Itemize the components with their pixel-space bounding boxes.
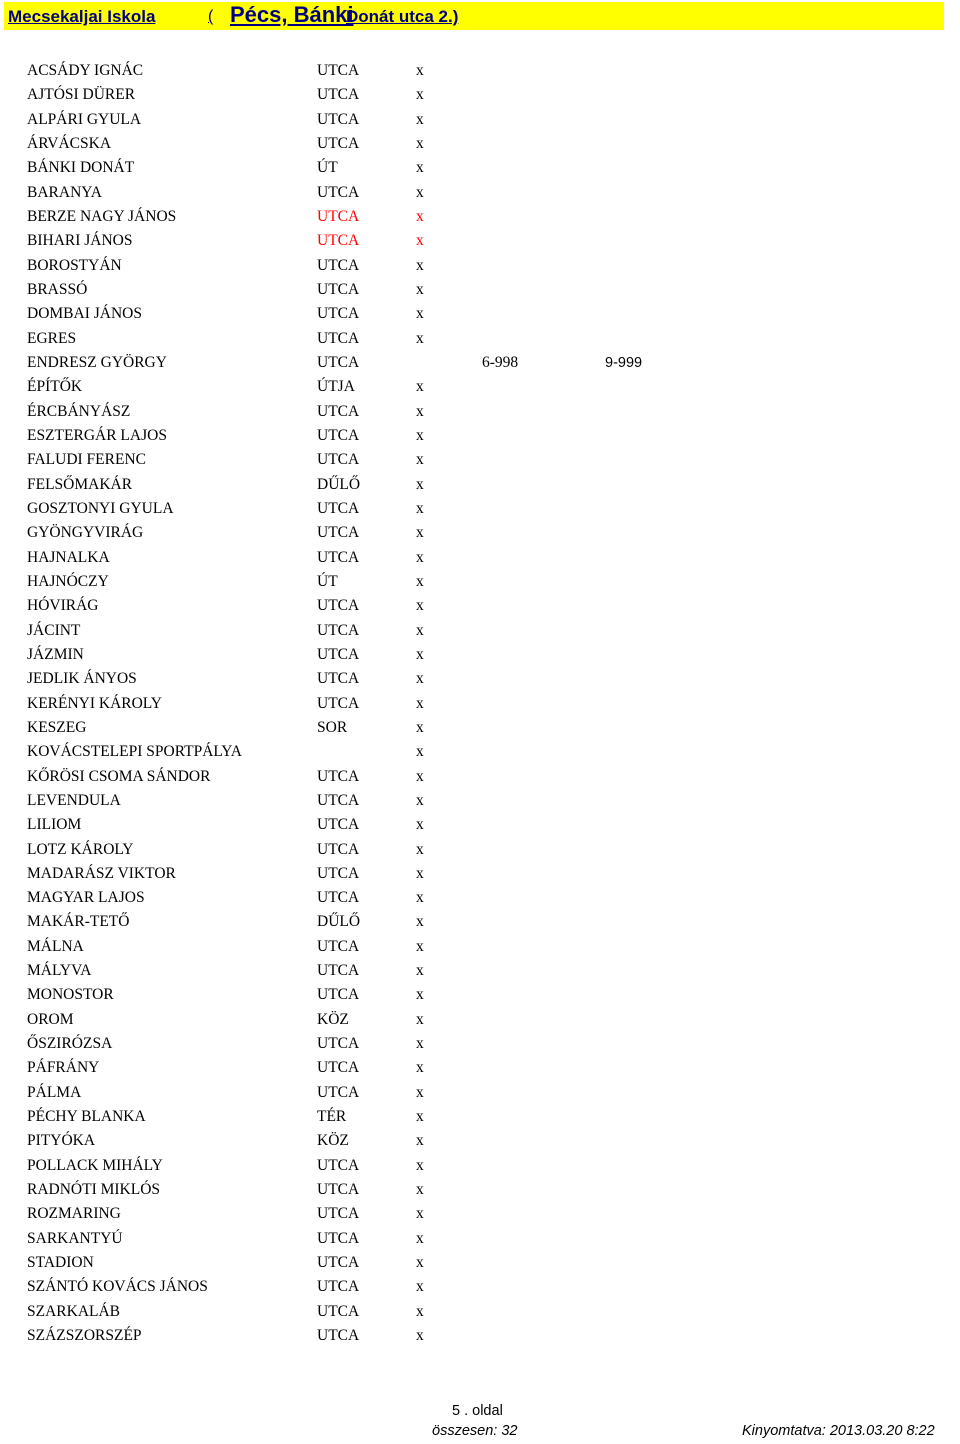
street-name: JÁCINT	[27, 621, 81, 639]
street-name: BERZE NAGY JÁNOS	[27, 207, 177, 225]
street-type: ÚT	[317, 159, 338, 177]
street-name: ENDRESZ GYÖRGY	[27, 353, 167, 371]
street-name: MAGYAR LAJOS	[27, 889, 145, 907]
street-name: GYÖNGYVIRÁG	[27, 524, 144, 542]
street-name: LEVENDULA	[27, 791, 121, 809]
table-row	[0, 886, 960, 910]
district-mark: x	[416, 597, 424, 615]
street-type: UTCA	[317, 86, 360, 104]
table-row	[0, 1251, 960, 1275]
district-mark: x	[416, 718, 424, 736]
district-mark: x	[416, 743, 424, 761]
total-count: összesen: 32	[432, 1423, 518, 1439]
table-row	[0, 910, 960, 934]
district-mark: x	[416, 1302, 424, 1320]
table-row	[0, 521, 960, 545]
table-row	[0, 278, 960, 302]
street-name: POLLACK MIHÁLY	[27, 1156, 163, 1174]
table-row	[0, 1227, 960, 1251]
table-row	[0, 448, 960, 472]
street-type: SOR	[317, 718, 348, 736]
table-row	[0, 692, 960, 716]
address-city: Pécs, Bánki	[230, 2, 354, 27]
district-mark: x	[416, 1181, 424, 1199]
street-type: UTCA	[317, 597, 360, 615]
district-mark: x	[416, 1254, 424, 1272]
street-type: UTCA	[317, 426, 360, 444]
district-mark: x	[416, 86, 424, 104]
district-mark: x	[416, 62, 424, 79]
district-mark: x	[416, 305, 424, 323]
table-row	[0, 1056, 960, 1080]
table-row	[0, 643, 960, 667]
street-type: DŰLŐ	[317, 475, 361, 493]
street-type: UTCA	[317, 110, 360, 128]
street-type: UTCA	[317, 1156, 360, 1174]
street-type: UTCA	[317, 889, 360, 907]
street-type: KÖZ	[317, 1132, 349, 1150]
table-row	[0, 789, 960, 813]
table-row	[0, 108, 960, 132]
street-name: ÉRCBÁNYÁSZ	[27, 402, 131, 420]
street-type: KÖZ	[317, 1010, 349, 1028]
street-type: UTCA	[317, 1059, 360, 1077]
street-name: BOROSTYÁN	[27, 256, 122, 274]
district-mark: x	[416, 1035, 424, 1053]
street-name: BIHARI JÁNOS	[27, 232, 133, 250]
street-type: ÚTJA	[317, 378, 355, 396]
table-row	[0, 156, 960, 180]
street-name: HAJNÓCZY	[27, 572, 109, 590]
district-mark: x	[416, 110, 424, 128]
district-mark: x	[416, 864, 424, 882]
district-mark: x	[416, 329, 424, 347]
table-row	[0, 1081, 960, 1105]
table-row	[0, 351, 960, 375]
district-mark: x	[416, 986, 424, 1004]
street-type: UTCA	[317, 816, 360, 834]
district-mark: x	[416, 134, 424, 152]
district-mark: x	[416, 1205, 424, 1223]
table-row	[0, 862, 960, 886]
street-type: UTCA	[317, 767, 360, 785]
district-mark: x	[416, 426, 424, 444]
district-mark: x	[416, 1132, 424, 1150]
district-mark: x	[416, 937, 424, 955]
street-name: SZÁNTÓ KOVÁCS JÁNOS	[27, 1278, 208, 1296]
street-type: UTCA	[317, 402, 360, 420]
district-mark: x	[416, 207, 424, 225]
table-row	[0, 983, 960, 1007]
street-type: UTCA	[317, 62, 360, 79]
street-name: ŐSZIRÓZSA	[27, 1035, 113, 1053]
street-type: UTCA	[317, 548, 360, 566]
street-type: UTCA	[317, 183, 360, 201]
street-type: UTCA	[317, 986, 360, 1004]
district-mark: x	[416, 816, 424, 834]
street-type: UTCA	[317, 329, 360, 347]
street-name: EGRES	[27, 329, 77, 347]
table-row	[0, 1129, 960, 1153]
street-type: UTCA	[317, 1302, 360, 1320]
district-mark: x	[416, 1229, 424, 1247]
table-row	[0, 473, 960, 497]
table-row	[0, 375, 960, 399]
table-row	[0, 181, 960, 205]
table-row	[0, 1008, 960, 1032]
street-type: UTCA	[317, 864, 360, 882]
district-mark: x	[416, 694, 424, 712]
district-mark: x	[416, 1327, 424, 1345]
address-open-paren: (	[208, 8, 214, 25]
street-name: SZARKALÁB	[27, 1302, 121, 1320]
district-mark: x	[416, 1059, 424, 1077]
street-type: UTCA	[317, 134, 360, 152]
district-mark: x	[416, 621, 424, 639]
table-row	[0, 1324, 960, 1348]
street-type: UTCA	[317, 305, 360, 323]
district-mark: x	[416, 1083, 424, 1101]
street-name: KŐRÖSI CSOMA SÁNDOR	[27, 767, 211, 785]
street-name: KOVÁCSTELEPI SPORTPÁLYA	[27, 743, 242, 761]
table-row	[0, 327, 960, 351]
street-type: UTCA	[317, 207, 360, 225]
street-name: ALPÁRI GYULA	[27, 110, 142, 128]
district-mark: x	[416, 548, 424, 566]
street-type: UTCA	[317, 1278, 360, 1296]
table-row	[0, 813, 960, 837]
table-row	[0, 1105, 960, 1129]
table-row	[0, 424, 960, 448]
street-name: PITYÓKA	[27, 1132, 96, 1150]
district-mark: x	[416, 183, 424, 201]
table-row	[0, 229, 960, 253]
street-type: UTCA	[317, 451, 360, 469]
street-type: UTCA	[317, 524, 360, 542]
district-mark: x	[416, 1278, 424, 1296]
table-row	[0, 546, 960, 570]
street-name: FALUDI FERENC	[27, 451, 146, 469]
table-row	[0, 667, 960, 691]
street-name: RADNÓTI MIKLÓS	[27, 1181, 161, 1199]
table-row	[0, 838, 960, 862]
street-type: UTCA	[317, 962, 360, 980]
street-type: UTCA	[317, 232, 360, 250]
street-name: PÉCHY BLANKA	[27, 1108, 146, 1126]
page-number: 5 . oldal	[452, 1403, 503, 1419]
street-name: ROZMARING	[27, 1205, 121, 1223]
street-name: PÁLMA	[27, 1083, 82, 1101]
print-date: Kinyomtatva: 2013.03.20 8:22	[742, 1423, 935, 1439]
street-name: FELSŐMAKÁR	[27, 475, 133, 493]
district-mark: x	[416, 791, 424, 809]
odd-range: 9-999	[605, 354, 643, 371]
street-name: OROM	[27, 1010, 74, 1028]
street-name: MÁLYVA	[27, 962, 92, 980]
street-name: GOSZTONYI GYULA	[27, 499, 174, 517]
district-mark: x	[416, 962, 424, 980]
district-mark: x	[416, 670, 424, 688]
table-row	[0, 1178, 960, 1202]
street-name: ACSÁDY IGNÁC	[27, 62, 144, 79]
street-name: BÁNKI DONÁT	[27, 159, 135, 177]
table-row	[0, 400, 960, 424]
street-type: UTCA	[317, 1327, 360, 1345]
street-type: UTCA	[317, 1083, 360, 1101]
district-mark: x	[416, 1156, 424, 1174]
street-name: PÁFRÁNY	[27, 1059, 100, 1077]
street-type: UTCA	[317, 256, 360, 274]
street-name: BARANYA	[27, 183, 102, 201]
street-type: ÚT	[317, 572, 338, 590]
street-type: UTCA	[317, 1229, 360, 1247]
street-type: UTCA	[317, 353, 360, 371]
street-name: JEDLIK ÁNYOS	[27, 670, 137, 688]
street-name: MADARÁSZ VIKTOR	[27, 864, 176, 882]
street-name: ESZTERGÁR LAJOS	[27, 426, 167, 444]
street-name: MAKÁR-TETŐ	[27, 913, 130, 931]
street-name: KERÉNYI KÁROLY	[27, 694, 162, 712]
street-type: UTCA	[317, 1205, 360, 1223]
street-type: UTCA	[317, 621, 360, 639]
district-mark: x	[416, 645, 424, 663]
street-type: UTCA	[317, 1254, 360, 1272]
street-name: BRASSÓ	[27, 280, 88, 298]
table-row	[0, 1154, 960, 1178]
table-row	[0, 570, 960, 594]
district-mark: x	[416, 159, 424, 177]
table-row	[0, 716, 960, 740]
district-mark: x	[416, 280, 424, 298]
district-mark: x	[416, 1108, 424, 1126]
street-name: KESZEG	[27, 718, 87, 736]
district-mark: x	[416, 524, 424, 542]
district-mark: x	[416, 232, 424, 250]
table-row	[0, 959, 960, 983]
district-mark: x	[416, 572, 424, 590]
table-row	[0, 132, 960, 156]
district-mark: x	[416, 475, 424, 493]
district-mark: x	[416, 889, 424, 907]
street-type: UTCA	[317, 280, 360, 298]
header-bar	[4, 2, 944, 30]
street-name: SARKANTYÚ	[27, 1229, 123, 1247]
district-mark: x	[416, 840, 424, 858]
street-name: STADION	[27, 1254, 94, 1272]
street-type: UTCA	[317, 499, 360, 517]
street-name: JÁZMIN	[27, 645, 84, 663]
street-name: HAJNALKA	[27, 548, 110, 566]
district-mark: x	[416, 256, 424, 274]
street-name: MÁLNA	[27, 937, 84, 955]
table-row	[0, 1300, 960, 1324]
table-row	[0, 1202, 960, 1226]
table-row	[0, 740, 960, 764]
street-list	[0, 59, 960, 1348]
street-name: HÓVIRÁG	[27, 597, 99, 615]
street-type: UTCA	[317, 670, 360, 688]
even-range: 6-998	[482, 353, 519, 371]
table-row	[0, 254, 960, 278]
table-row	[0, 302, 960, 326]
street-type: TÉR	[317, 1108, 347, 1126]
street-type: UTCA	[317, 937, 360, 955]
street-name: DOMBAI JÁNOS	[27, 305, 142, 323]
district-mark: x	[416, 451, 424, 469]
table-row	[0, 1032, 960, 1056]
district-mark: x	[416, 499, 424, 517]
street-type: DŰLŐ	[317, 913, 361, 931]
table-row	[0, 1275, 960, 1299]
street-name: ÁRVÁCSKA	[27, 134, 112, 152]
street-name: AJTÓSI DÜRER	[27, 86, 136, 104]
street-name: MONOSTOR	[27, 986, 114, 1004]
street-name: LOTZ KÁROLY	[27, 840, 134, 858]
table-row	[0, 619, 960, 643]
district-mark: x	[416, 378, 424, 396]
school-name: Mecsekaljai Iskola	[8, 7, 156, 26]
address-street: Donát utca 2.)	[346, 7, 459, 26]
district-mark: x	[416, 402, 424, 420]
table-row	[0, 497, 960, 521]
table-row	[0, 83, 960, 107]
table-row	[0, 205, 960, 229]
street-name: SZÁZSZORSZÉP	[27, 1327, 142, 1345]
street-name: ÉPÍTŐK	[27, 378, 83, 396]
street-type: UTCA	[317, 791, 360, 809]
district-mark: x	[416, 1010, 424, 1028]
district-mark: x	[416, 767, 424, 785]
district-mark: x	[416, 913, 424, 931]
table-row	[0, 765, 960, 789]
table-row	[0, 935, 960, 959]
street-name: LILIOM	[27, 816, 82, 834]
table-row	[0, 594, 960, 618]
street-type: UTCA	[317, 840, 360, 858]
table-row	[0, 59, 960, 83]
street-type: UTCA	[317, 645, 360, 663]
street-type: UTCA	[317, 694, 360, 712]
street-type: UTCA	[317, 1181, 360, 1199]
street-type: UTCA	[317, 1035, 360, 1053]
